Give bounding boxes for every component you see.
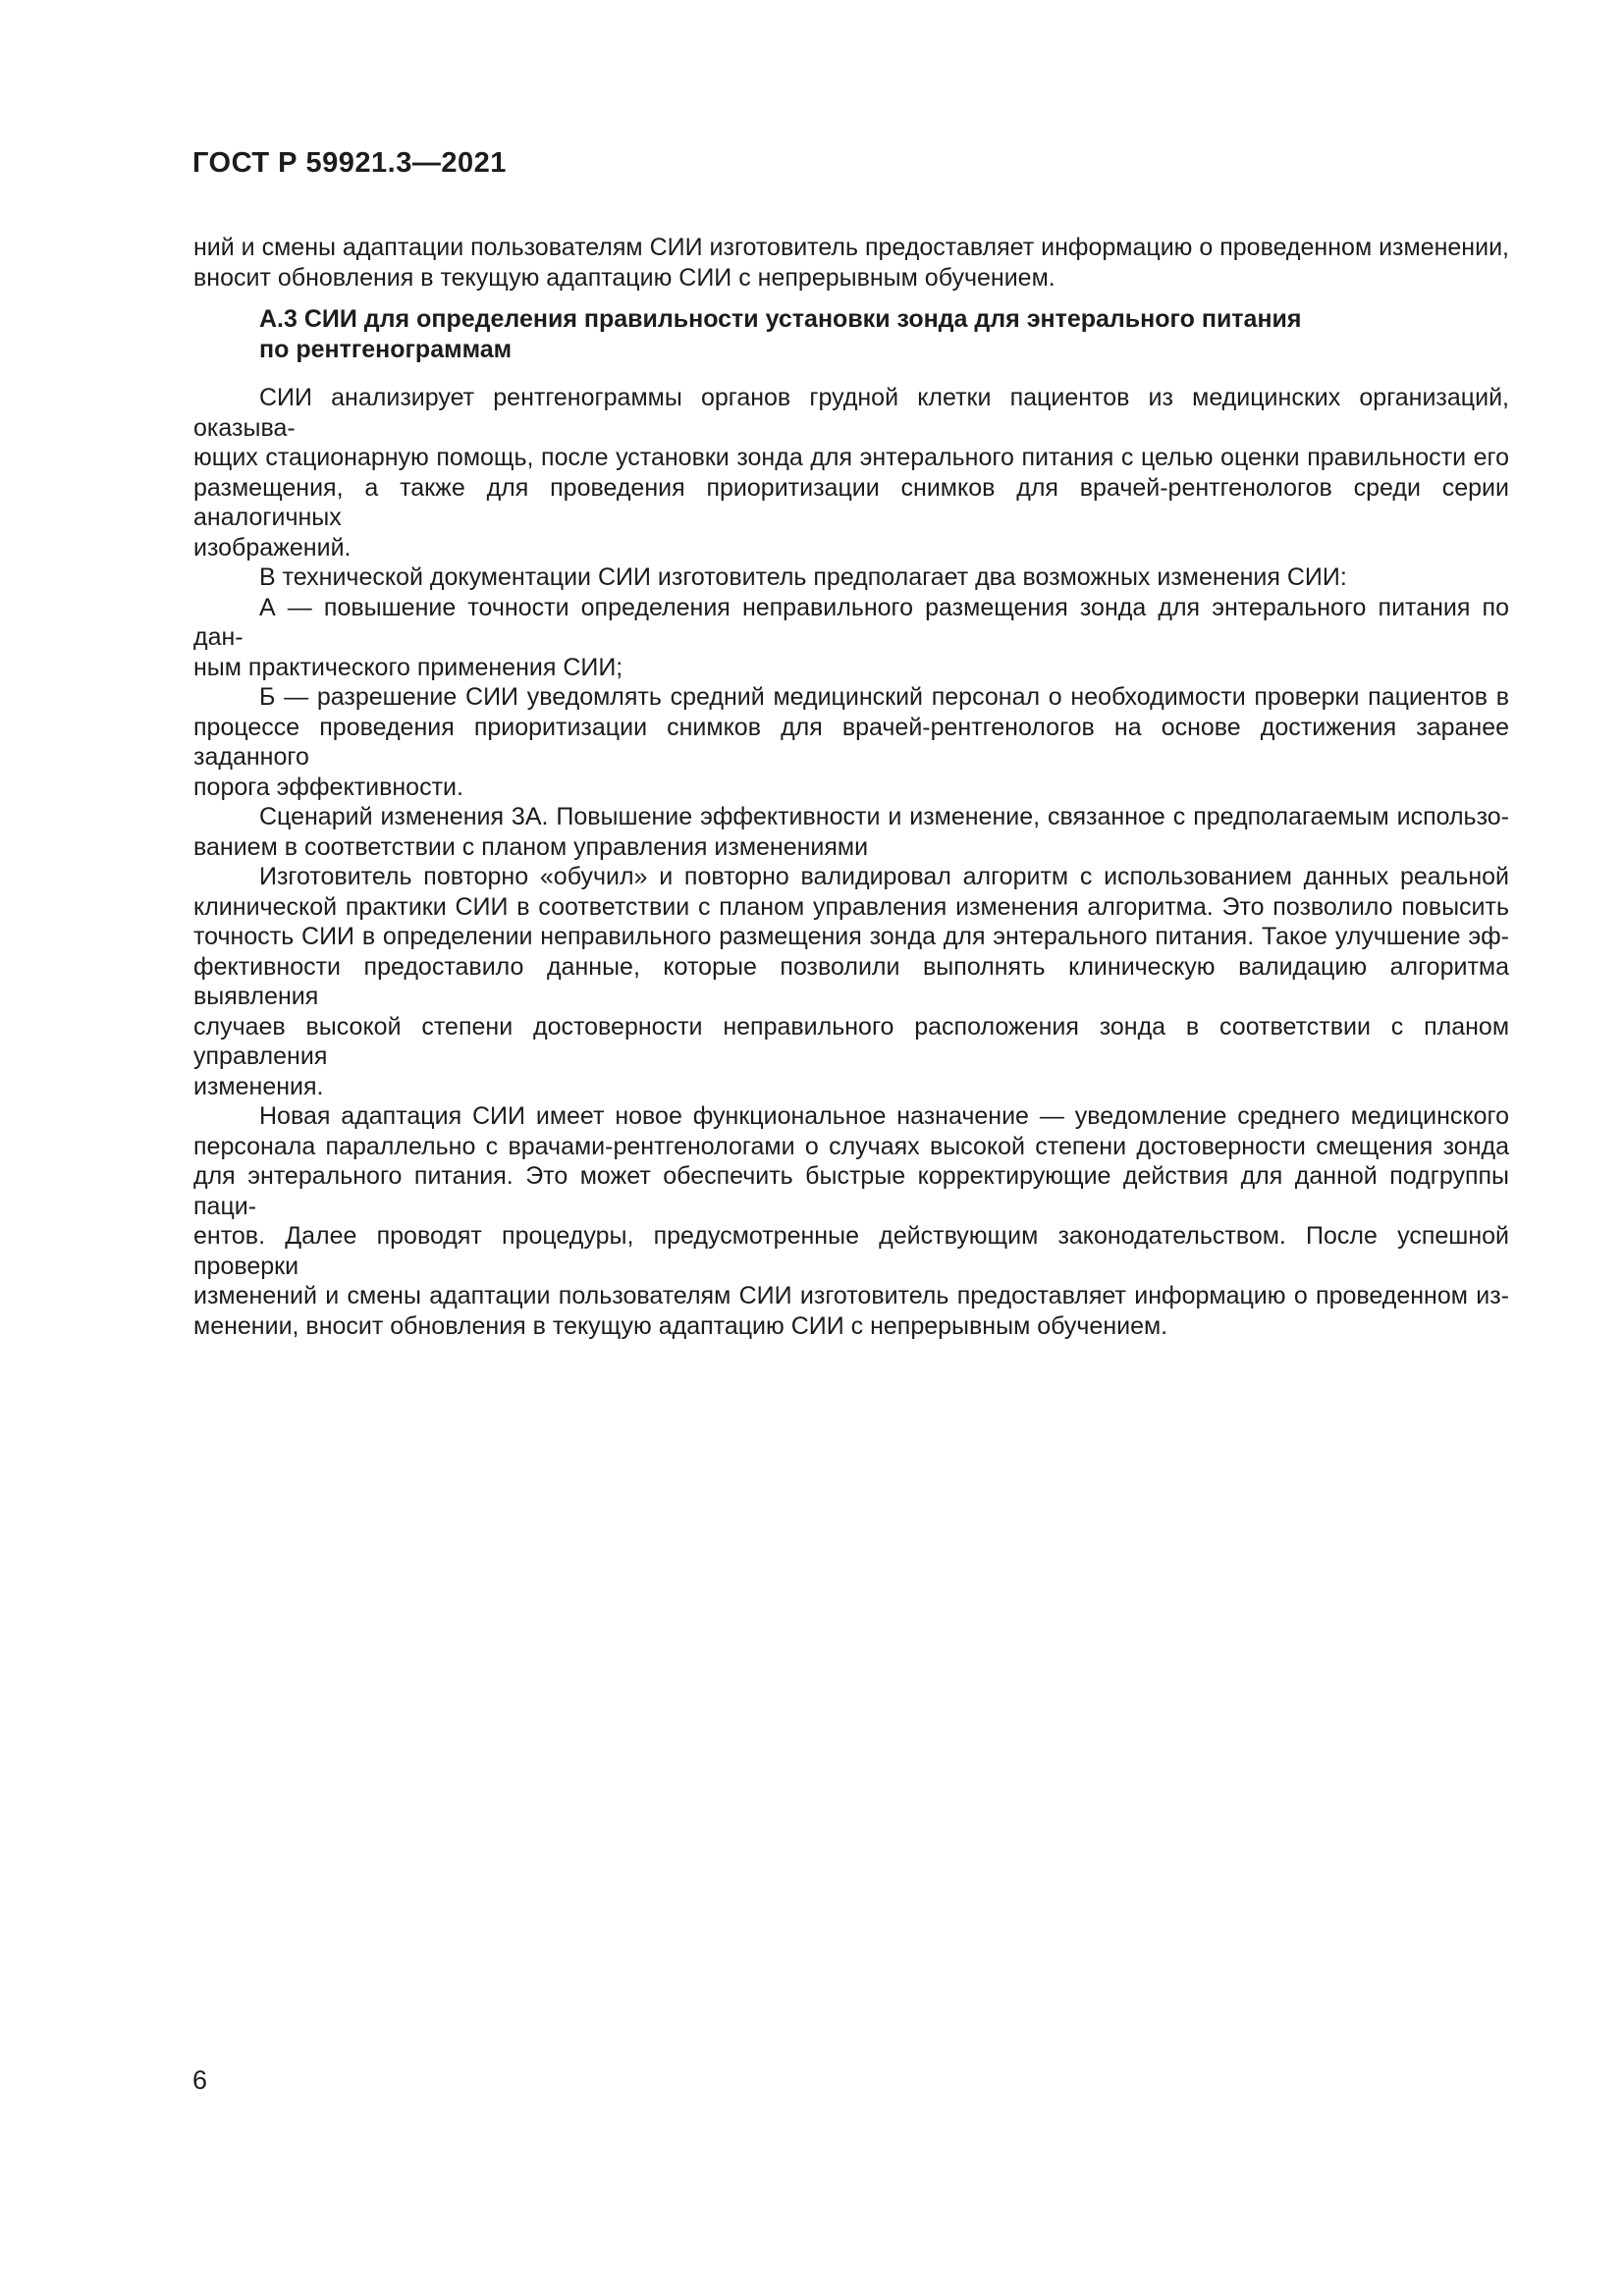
text-block bbox=[193, 383, 1509, 562]
text-line: случаев высокой степени достоверности неправильного расположения зонда в соответствии с планом управления bbox=[193, 1012, 1509, 1070]
text-line: изображений. bbox=[193, 533, 352, 561]
text-block bbox=[193, 562, 1509, 593]
text-line: по рентгенограммам bbox=[259, 335, 513, 363]
text-line: Б — разрешение СИИ уведомлять средний медицинский персонал о необходимости проверки пациентов в bbox=[259, 683, 1509, 711]
text-line: В технической документации СИИ изготовитель предполагает два возможных изменения СИИ: bbox=[259, 563, 1347, 591]
text-line: менении, вносит обновления в текущую адаптацию СИИ с непрерывным обучением. bbox=[193, 1311, 1168, 1340]
text-line: Сценарий изменения 3А. Повышение эффективности и изменение, связанное с предполагаемым использо- bbox=[259, 803, 1509, 830]
text-line: ющих стационарную помощь, после установки зонда для энтерального питания с целью оценки правильности его bbox=[193, 444, 1509, 471]
text-line: ванием в соответствии с планом управления изменениями bbox=[193, 832, 869, 861]
text-line: процессе проведения приоритизации снимков для врачей-рентгенологов на основе достижения заранее заданного bbox=[193, 713, 1509, 771]
text-line: А.3 СИИ для определения правильности установки зонда для энтерального питания bbox=[259, 305, 1302, 333]
section-heading bbox=[193, 304, 1509, 364]
text-line: ентов. Далее проводят процедуры, предусмотренные действующим законодательством. После успешной проверки bbox=[193, 1222, 1509, 1280]
text-line: для энтерального питания. Это может обеспечить быстрые корректирующие действия для данной подгруппы паци- bbox=[193, 1162, 1509, 1220]
text-line: А — повышение точности определения неправильного размещения зонда для энтерального питания по дан- bbox=[193, 593, 1509, 651]
document-header: ГОСТ Р 59921.3—2021 bbox=[192, 147, 507, 179]
text-line: изменений и смены адаптации пользователям СИИ изготовитель предоставляет информацию о проведенном из- bbox=[193, 1282, 1509, 1309]
text-block bbox=[193, 682, 1509, 802]
text-line: Изготовитель повторно «обучил» и повторно валидировал алгоритм с использованием данных реальной bbox=[259, 863, 1509, 890]
text-line: вносит обновления в текущую адаптацию СИИ с непрерывным обучением. bbox=[193, 263, 1056, 292]
document-body bbox=[193, 233, 1509, 1341]
text-line: Новая адаптация СИИ имеет новое функциональное назначение — уведомление среднего медицинского bbox=[259, 1102, 1509, 1130]
text-line: фективности предоставило данные, которые позволили выполнять клиническую валидацию алгоритма выявления bbox=[193, 952, 1509, 1010]
text-line: СИИ анализирует рентгенограммы органов грудной клетки пациентов из медицинских организаций, оказыва- bbox=[193, 384, 1509, 442]
text-line: размещения, а также для проведения приоритизации снимков для врачей-рентгенологов среди серии аналогичных bbox=[193, 473, 1509, 531]
text-line: персонала параллельно с врачами-рентгенологами о случаях высокой степени достоверности смещения зонда bbox=[193, 1132, 1509, 1160]
text-block bbox=[193, 233, 1509, 293]
text-line: изменения. bbox=[193, 1072, 324, 1100]
text-block bbox=[193, 1101, 1509, 1341]
page-number: 6 bbox=[192, 2065, 208, 2095]
text-line: точность СИИ в определении неправильного размещения зонда для энтерального питания. Такое улучшение эф- bbox=[193, 923, 1509, 950]
text-block bbox=[193, 593, 1509, 683]
text-line: порога эффективности. bbox=[193, 773, 463, 801]
text-block bbox=[193, 862, 1509, 1101]
text-line: клинической практики СИИ в соответствии с планом управления изменения алгоритма. Это позволило повысить bbox=[193, 892, 1509, 921]
text-block bbox=[193, 802, 1509, 862]
text-line: ний и смены адаптации пользователям СИИ изготовитель предоставляет информацию о проведенном изменении, bbox=[193, 234, 1509, 261]
text-line: ным практического применения СИИ; bbox=[193, 653, 623, 681]
